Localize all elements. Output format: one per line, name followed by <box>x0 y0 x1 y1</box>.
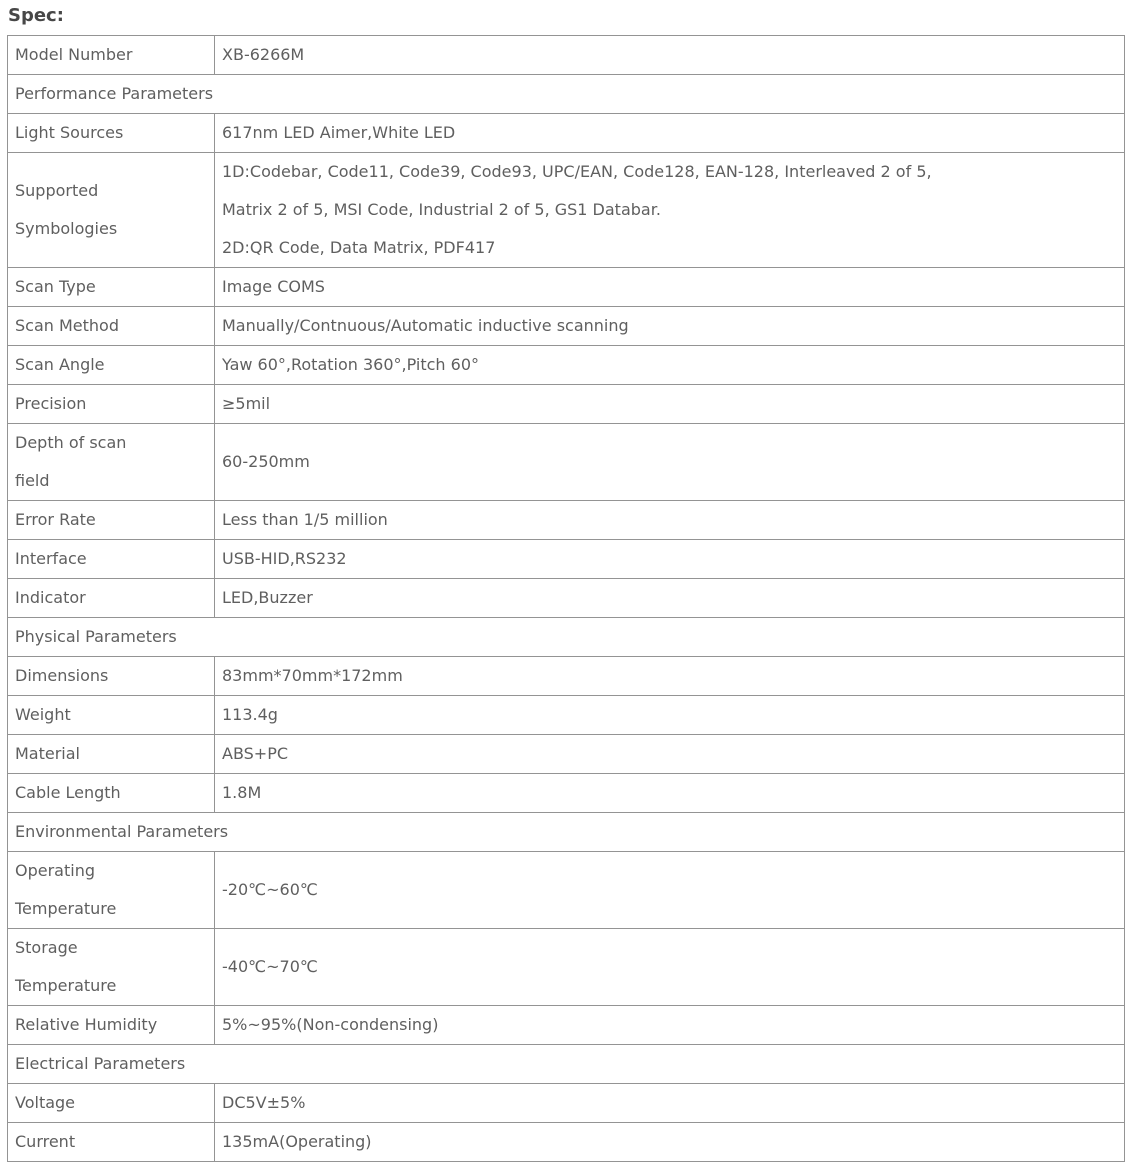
spec-label <box>8 852 215 929</box>
spec-value: 83mm*70mm*172mm <box>215 657 1125 696</box>
spec-value: 5%~95%(Non-condensing) <box>215 1006 1125 1045</box>
spec-row-scan-angle <box>8 346 1125 385</box>
section-row-electrical-parameters <box>8 1045 1125 1084</box>
spec-value: ≥5mil <box>215 385 1125 424</box>
value-line: 1D:Codebar, Code11, Code39, Code93, UPC/EAN, Code128, EAN-128, Interleaved 2 of 5, <box>222 162 932 181</box>
value-line: Matrix 2 of 5, MSI Code, Industrial 2 of 5, GS1 Databar. <box>222 200 661 219</box>
spec-row-interface <box>8 540 1125 579</box>
spec-value: Image COMS <box>215 268 1125 307</box>
spec-value: ABS+PC <box>215 735 1125 774</box>
section-header: Environmental Parameters <box>8 813 1125 852</box>
spec-label: Weight <box>8 696 215 735</box>
section-header: Performance Parameters <box>8 75 1125 114</box>
spec-row-current <box>8 1123 1125 1162</box>
spec-row-storage-temperature <box>8 929 1125 1006</box>
spec-row-indicator <box>8 579 1125 618</box>
spec-label <box>8 424 215 501</box>
spec-label <box>8 153 215 268</box>
label-line: Storage <box>15 938 78 957</box>
section-row-performance-parameters <box>8 75 1125 114</box>
spec-row-dimensions <box>8 657 1125 696</box>
spec-label: Model Number <box>8 36 215 75</box>
section-header: Electrical Parameters <box>8 1045 1125 1084</box>
spec-label: Scan Angle <box>8 346 215 385</box>
spec-value: USB-HID,RS232 <box>215 540 1125 579</box>
spec-value: DC5V±5% <box>215 1084 1125 1123</box>
spec-value: 113.4g <box>215 696 1125 735</box>
spec-label: Current <box>8 1123 215 1162</box>
spec-value: XB-6266M <box>215 36 1125 75</box>
spec-value: Manually/Contnuous/Automatic inductive scanning <box>215 307 1125 346</box>
spec-row-depth-of-scan-field <box>8 424 1125 501</box>
spec-label: Light Sources <box>8 114 215 153</box>
spec-row-model-number <box>8 36 1125 75</box>
spec-value: Yaw 60°,Rotation 360°,Pitch 60° <box>215 346 1125 385</box>
spec-value: 135mA(Operating) <box>215 1123 1125 1162</box>
spec-label: Voltage <box>8 1084 215 1123</box>
label-line: Symbologies <box>15 219 118 238</box>
spec-label: Scan Method <box>8 307 215 346</box>
spec-row-scan-type <box>8 268 1125 307</box>
spec-row-voltage <box>8 1084 1125 1123</box>
spec-label: Scan Type <box>8 268 215 307</box>
spec-label: Precision <box>8 385 215 424</box>
spec-label <box>8 929 215 1006</box>
spec-row-precision <box>8 385 1125 424</box>
spec-row-light-sources <box>8 114 1125 153</box>
label-line: Temperature <box>15 899 117 918</box>
section-row-environmental-parameters <box>8 813 1125 852</box>
spec-value: 617nm LED Aimer,White LED <box>215 114 1125 153</box>
label-line: Supported <box>15 181 99 200</box>
spec-value: 1.8M <box>215 774 1125 813</box>
spec-table <box>7 35 1125 1162</box>
spec-row-supported-symbologies <box>8 153 1125 268</box>
spec-row-error-rate <box>8 501 1125 540</box>
spec-value: LED,Buzzer <box>215 579 1125 618</box>
spec-label: Dimensions <box>8 657 215 696</box>
spec-label: Relative Humidity <box>8 1006 215 1045</box>
spec-row-weight <box>8 696 1125 735</box>
spec-heading: Spec: <box>8 5 64 26</box>
value-line: 2D:QR Code, Data Matrix, PDF417 <box>222 238 496 257</box>
section-header: Physical Parameters <box>8 618 1125 657</box>
label-line: Temperature <box>15 976 117 995</box>
spec-value <box>215 153 1125 268</box>
spec-row-relative-humidity <box>8 1006 1125 1045</box>
spec-row-cable-length <box>8 774 1125 813</box>
spec-value: -40℃~70℃ <box>215 929 1125 1006</box>
spec-label: Error Rate <box>8 501 215 540</box>
spec-label: Interface <box>8 540 215 579</box>
label-line: field <box>15 471 50 490</box>
spec-label: Indicator <box>8 579 215 618</box>
spec-row-material <box>8 735 1125 774</box>
label-line: Depth of scan <box>15 433 127 452</box>
section-row-physical-parameters <box>8 618 1125 657</box>
spec-value: 60-250mm <box>215 424 1125 501</box>
spec-value: Less than 1/5 million <box>215 501 1125 540</box>
spec-label: Cable Length <box>8 774 215 813</box>
spec-row-operating-temperature <box>8 852 1125 929</box>
spec-value: -20℃~60℃ <box>215 852 1125 929</box>
spec-label: Material <box>8 735 215 774</box>
label-line: Operating <box>15 861 95 880</box>
spec-row-scan-method <box>8 307 1125 346</box>
